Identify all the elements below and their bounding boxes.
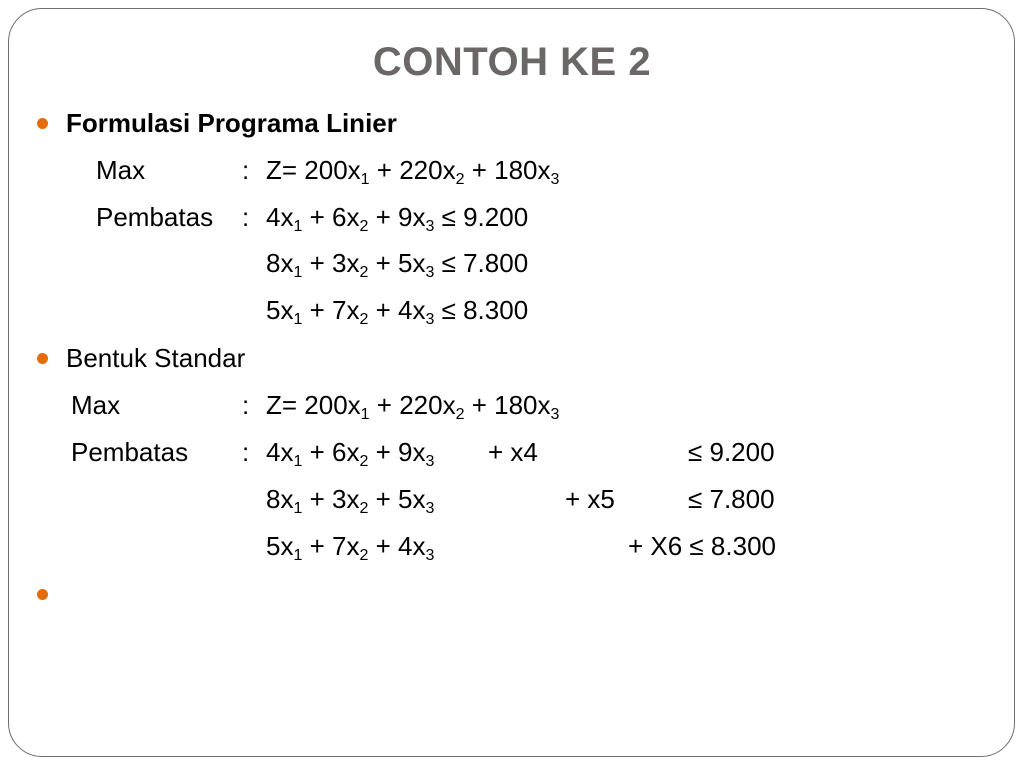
- colon: :: [242, 155, 250, 185]
- objective-expression: $Z= 200x_1 + 220x_2 + 180x_3$: [266, 390, 560, 423]
- bullet-icon: [37, 353, 48, 364]
- slack-variable: + x5: [565, 484, 615, 514]
- max-label: Max: [96, 155, 146, 185]
- constraint-label: Pembatas: [96, 202, 214, 232]
- constraint-expression: $4x_1 + 6x_2 + 9x_3 \le 9.200$: [266, 202, 529, 235]
- max-label: Max: [71, 390, 121, 420]
- objective-expression: $Z= 200x_1 + 220x_2 + 180x_3$: [266, 155, 560, 188]
- constraint-expression: $5x_1 + 7x_2 + 4x_3 \le 8.300$: [266, 295, 529, 328]
- bullet-icon: [37, 589, 48, 600]
- slack-variable: + x4: [488, 437, 538, 467]
- constraint-terms: $5x_1 + 7x_2 + 4x_3$: [266, 531, 435, 564]
- constraint-terms: $4x_1 + 6x_2 + 9x_3$: [266, 437, 435, 470]
- bullet-icon: [37, 118, 48, 129]
- colon: :: [242, 390, 250, 420]
- constraint-expression: $8x_1 + 3x_2 + 5x_3 \le 7.800$: [266, 248, 529, 281]
- colon: :: [242, 437, 250, 467]
- slack-variable: + X6 ≤ 8.300: [628, 531, 776, 561]
- constraint-terms: $8x_1 + 3x_2 + 5x_3$: [266, 484, 435, 517]
- constraint-label: Pembatas: [71, 437, 189, 467]
- constraint-rhs: ≤ 7.800: [688, 484, 775, 514]
- colon: :: [242, 202, 250, 232]
- formulasi-heading: Formulasi Programa Linier: [66, 108, 397, 138]
- standar-heading: Bentuk Standar: [66, 343, 246, 373]
- constraint-rhs: ≤ 9.200: [688, 437, 775, 467]
- slide-title: CONTOH KE 2: [372, 40, 652, 84]
